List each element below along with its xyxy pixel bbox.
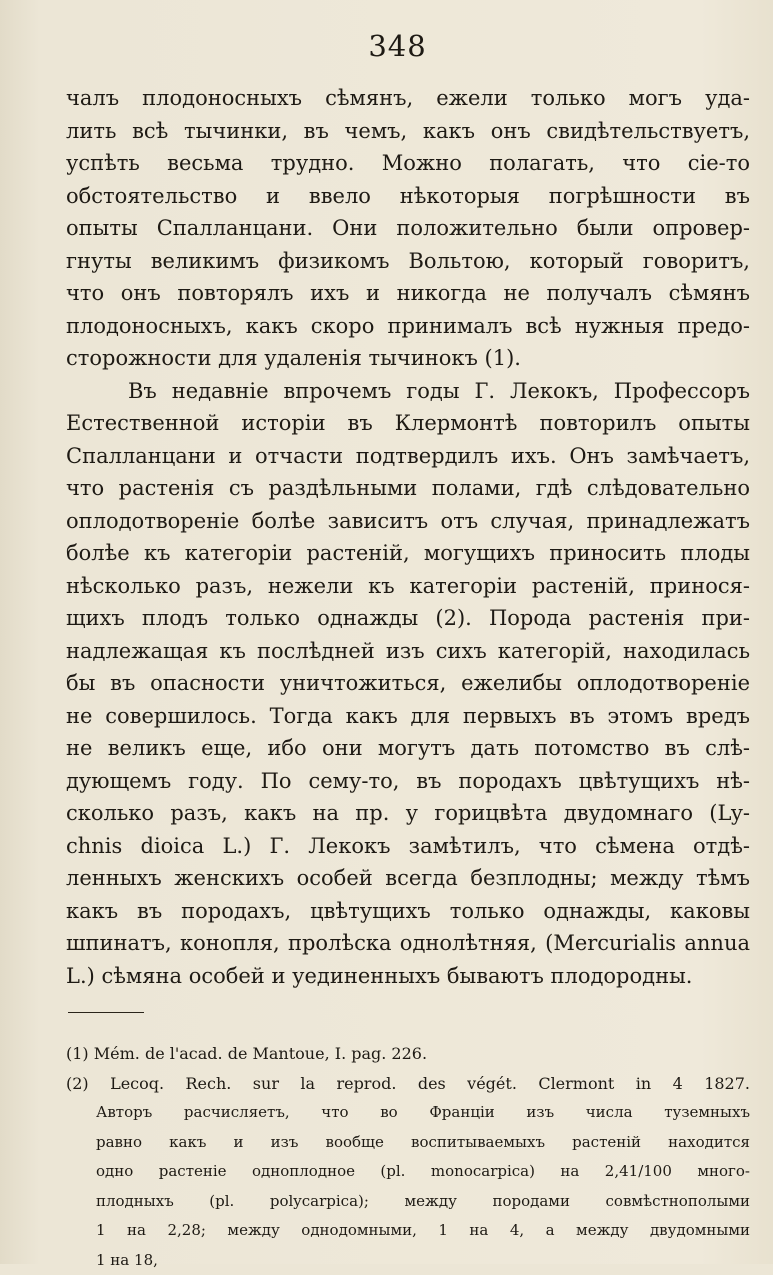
text-line: надлежащая къ послѣдней изъ сихъ категорій, находилась bbox=[66, 635, 750, 668]
page-number: 348 bbox=[44, 22, 751, 82]
text-line: обстоятельство и ввело нѣкоторыя погрѣшности въ bbox=[66, 180, 750, 213]
text-line: не великъ еще, ибо они могутъ дать потомство въ слѣ- bbox=[66, 732, 750, 765]
text-line: не совершилось. Тогда какъ для первыхъ въ этомъ вредъ bbox=[66, 700, 750, 733]
text-line: ленныхъ женскихъ особей всегда безплодны; между тѣмъ bbox=[66, 862, 750, 895]
text-line: L.) сѣмяна особей и уединенныхъ бываютъ плодородны. bbox=[66, 960, 750, 993]
text-line: оплодотвореніе болѣе зависитъ отъ случая, принадлежатъ bbox=[66, 505, 750, 538]
footnote-2: (2) Lecoq. Rech. sur la reprod. des végét. Clermont in 4 1827. bbox=[66, 1069, 750, 1099]
footnote-line: плодныхъ (pl. polycarpica); между породами совмѣстнополыми bbox=[66, 1187, 750, 1217]
main-text bbox=[66, 82, 750, 992]
text-line: сколько разъ, какъ на пр. у горицвѣта двудомнаго (Ly- bbox=[66, 797, 750, 830]
footnote-line: равно какъ и изъ вообще воспитываемыхъ растеній находится bbox=[66, 1128, 750, 1158]
text-line: шпинатъ, конопля, пролѣска однолѣтняя, (Mercurialis annua bbox=[66, 927, 750, 960]
text-line: что онъ повторялъ ихъ и никогда не получалъ сѣмянъ bbox=[66, 277, 750, 310]
text-line: сторожности для удаленія тычинокъ (1). bbox=[66, 342, 750, 375]
text-line: дующемъ году. По сему-то, въ породахъ цвѣтущихъ нѣ- bbox=[66, 765, 750, 798]
text-line: Спалланцани и отчасти подтвердилъ ихъ. Онъ замѣчаетъ, bbox=[66, 440, 750, 473]
text-line: что растенія съ раздѣльными полами, гдѣ слѣдовательно bbox=[66, 472, 750, 505]
text-line: Въ недавніе впрочемъ годы Г. Лекокъ, Профессоръ bbox=[66, 375, 750, 408]
text-line: Естественной исторіи въ Клермонтѣ повторилъ опыты bbox=[66, 407, 750, 440]
text-line: щихъ плодъ только однажды (2). Порода растенія при- bbox=[66, 602, 750, 635]
text-line: плодоносныхъ, какъ скоро принималъ всѣ нужныя предо- bbox=[66, 310, 750, 343]
text-line: нѣсколько разъ, нежели къ категоріи растеній, принося- bbox=[66, 570, 750, 603]
text-line: опыты Спалланцани. Они положительно были опровер- bbox=[66, 212, 750, 245]
footnote-line: 1 на 18, bbox=[66, 1246, 750, 1275]
text-line: какъ въ породахъ, цвѣтущихъ только однажды, каковы bbox=[66, 895, 750, 928]
text-line: лить всѣ тычинки, въ чемъ, какъ онъ свидѣтельствуетъ, bbox=[66, 115, 750, 148]
text-line: chnis dioica L.) Г. Лекокъ замѣтилъ, что сѣмена отдѣ- bbox=[66, 830, 750, 863]
footnote-line: 1 на 2,28; между однодомными, 1 на 4, а между двудомными bbox=[66, 1216, 750, 1246]
text-line: бы въ опасности уничтожиться, ежелибы оплодотвореніе bbox=[66, 667, 750, 700]
text-line: болѣе къ категоріи растеній, могущихъ приносить плоды bbox=[66, 537, 750, 570]
text-line: чалъ плодоносныхъ сѣмянъ, ежели только могъ уда- bbox=[66, 82, 750, 115]
footnote-line: одно растеніе одноплодное (pl. monocarpica) на 2,41/100 много- bbox=[66, 1157, 750, 1187]
footnotes bbox=[66, 1039, 750, 1275]
footnote-divider bbox=[68, 1012, 144, 1013]
footnote-1: (1) Mém. de l'acad. de Mantoue, I. pag. 226. bbox=[66, 1039, 750, 1069]
footnote-line: Авторъ расчисляетъ, что во Франціи изъ числа туземныхъ bbox=[66, 1098, 750, 1128]
text-line: гнуты великимъ физикомъ Вольтою, который говоритъ, bbox=[66, 245, 750, 278]
text-line: успѣть весьма трудно. Можно полагать, что сіе-то bbox=[66, 147, 750, 180]
